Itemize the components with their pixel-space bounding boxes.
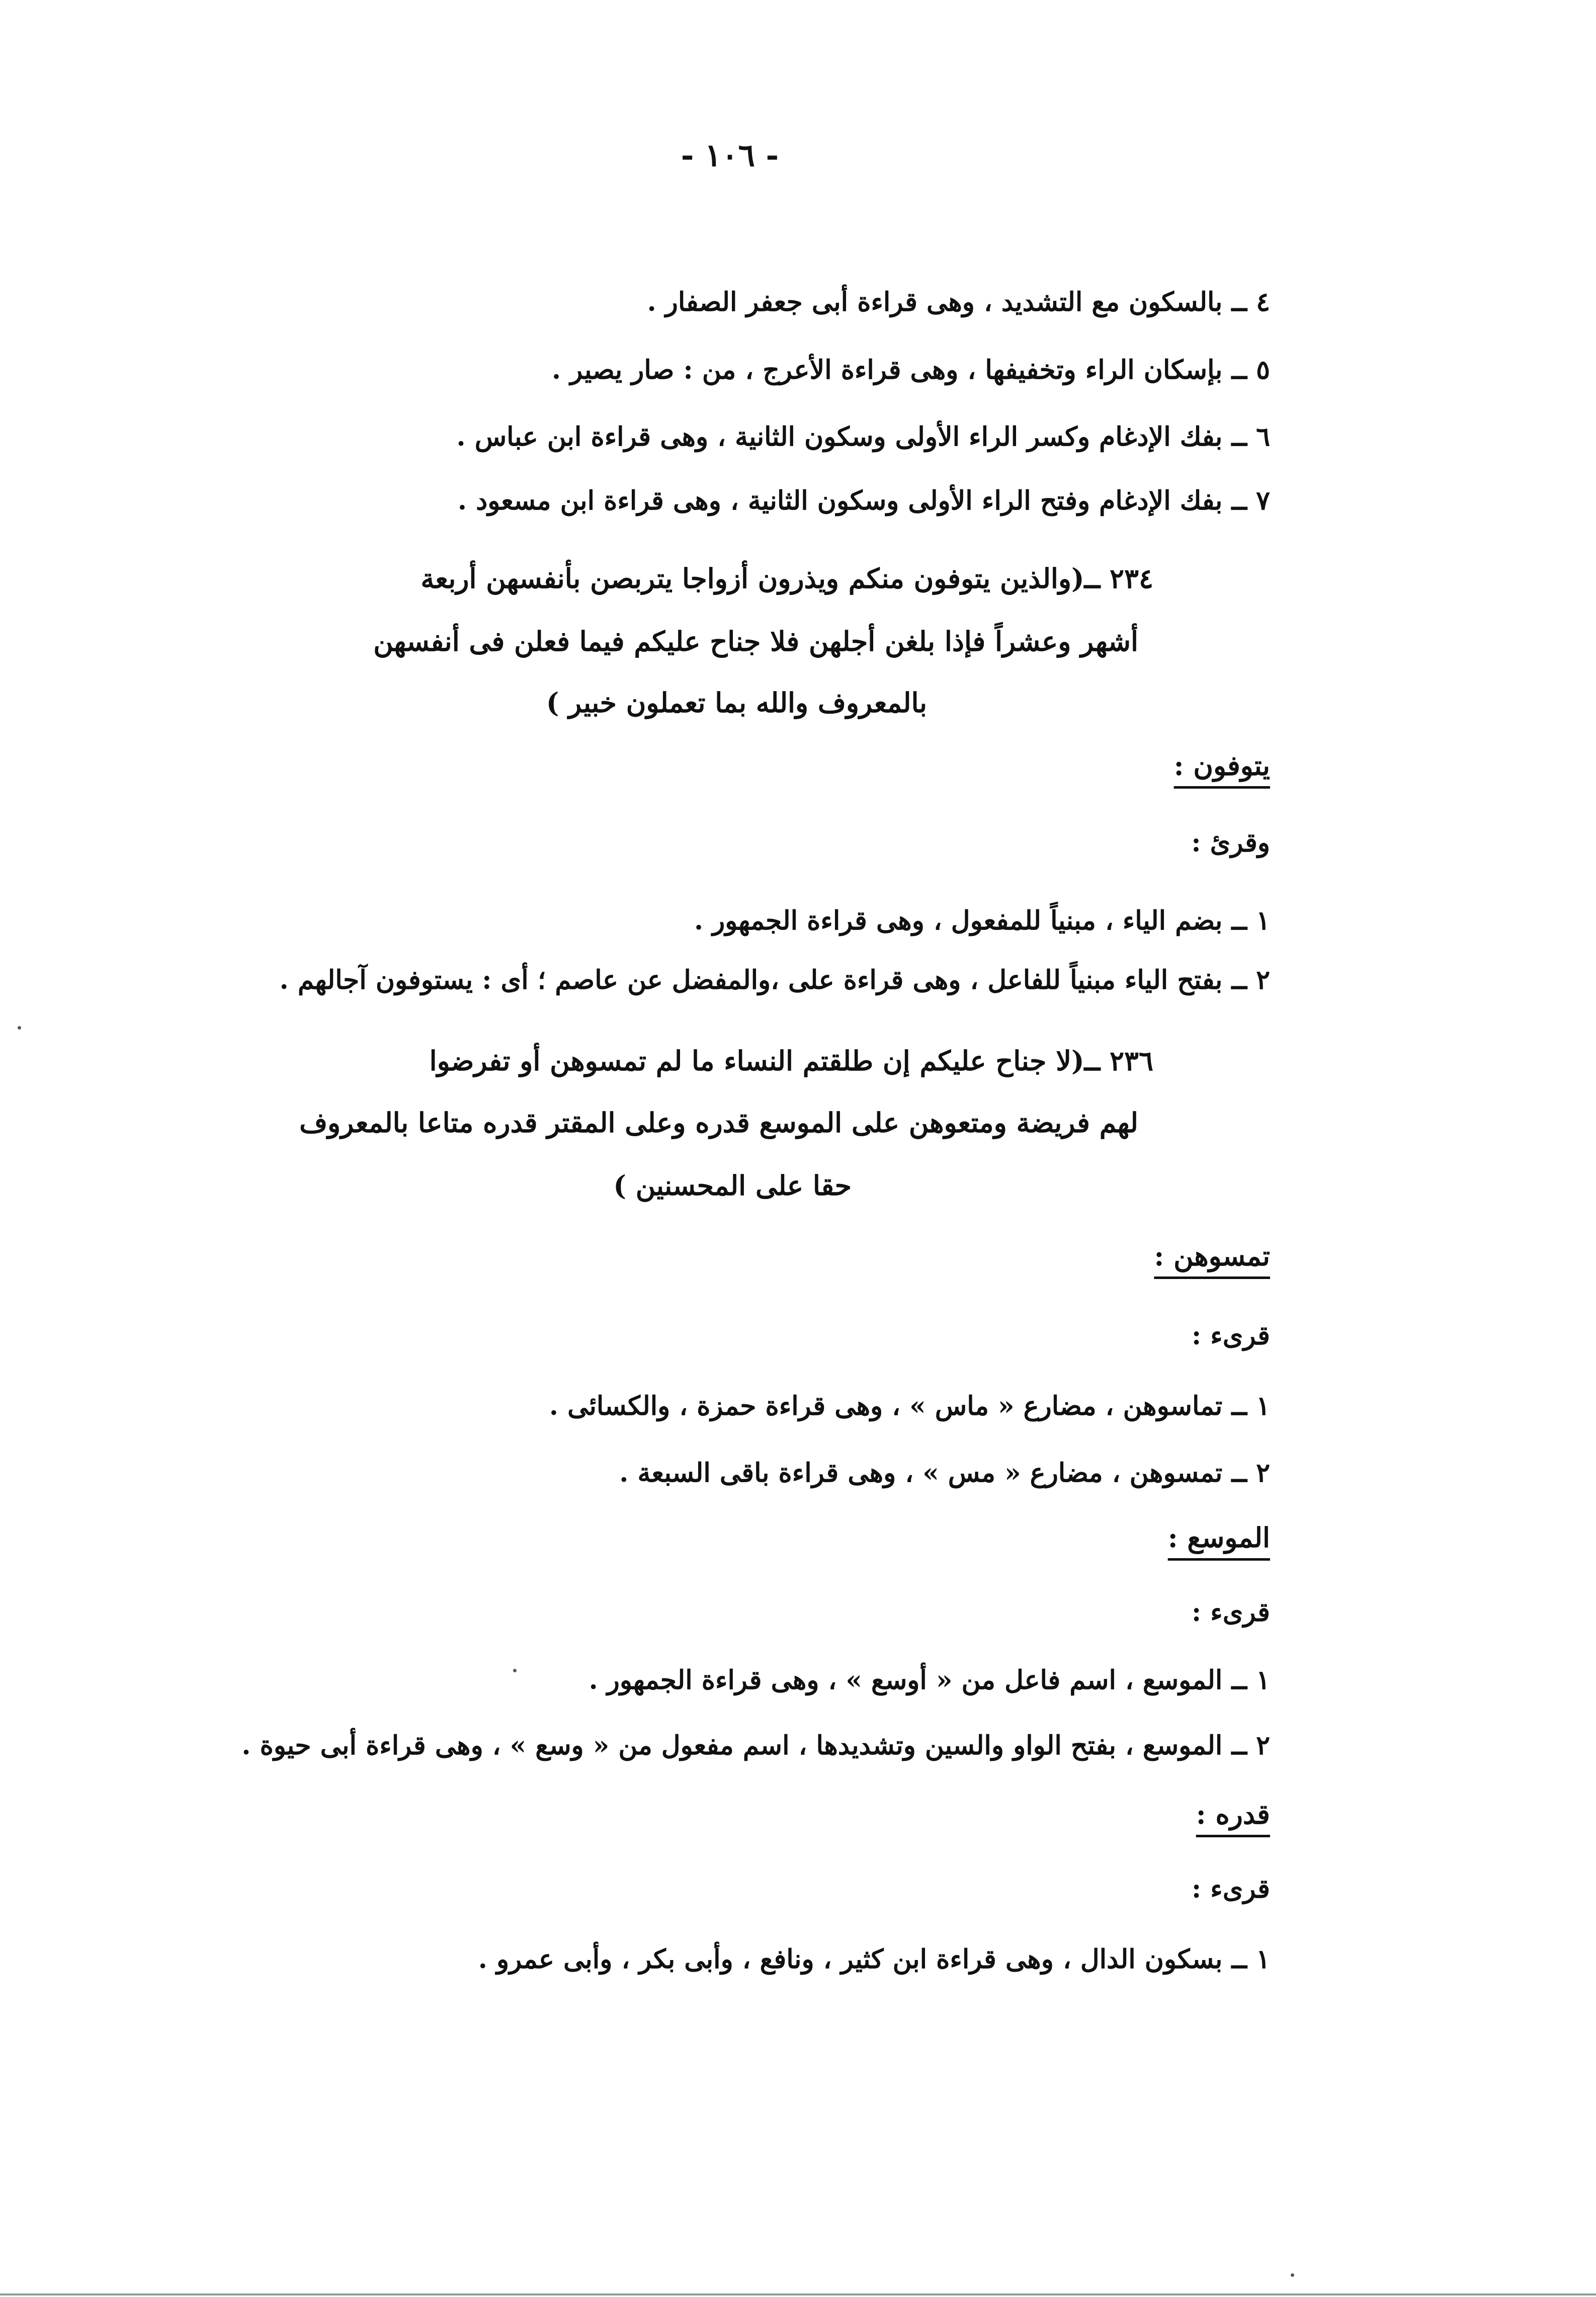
reading-almusi-1: ١ ــ الموسع ، اسم فاعل من « أوسع » ، وهى قراءة الجمهور .: [589, 1665, 1270, 1695]
reading-tamassuhunna-1: ١ ــ تماسوهن ، مضارع « ماس » ، وهى قراءة حمزة ، والكسائى .: [549, 1391, 1270, 1421]
verse-236-line-2: لهم فريضة ومتعوهن على الموسع قدره وعلى المقتر قدره متاعا بالمعروف: [299, 1107, 1138, 1139]
qara-label-almusi: قرىء :: [1192, 1597, 1270, 1628]
qara-label-qadaruhu: قرىء :: [1192, 1874, 1270, 1904]
reading-yutawaffawn-1: ١ ــ بضم الياء ، مبنياً للمفعول ، وهى قراءة الجمهور .: [694, 905, 1270, 936]
bottom-border: [0, 2293, 1596, 2295]
heading-yutawaffawn: يتوفون :: [1173, 749, 1270, 782]
heading-tamassuhunna: تمسوهن :: [1154, 1240, 1270, 1272]
reading-qadaruhu-1: ١ ــ بسكون الدال ، وهى قراءة ابن كثير ، ونافع ، وأبى بكر ، وأبى عمرو .: [478, 1944, 1270, 1975]
reading-line-6: ٦ ــ بفك الإدغام وكسر الراء الأولى وسكون الثانية ، وهى قراءة ابن عباس .: [456, 421, 1270, 452]
qara-label-tamassuhunna: قرىء :: [1192, 1320, 1270, 1351]
verse-234-line-3: بالمعروف والله بما تعملون خبير ): [546, 687, 927, 719]
heading-qadaruhu: قدره :: [1196, 1798, 1270, 1830]
qara-label-yutawaffawn: وقرئ :: [1191, 827, 1270, 858]
reading-line-7: ٧ ــ بفك الإدغام وفتح الراء الأولى وسكون الثانية ، وهى قراءة ابن مسعود .: [457, 485, 1270, 516]
scan-speck: [513, 1669, 517, 1672]
scan-speck: [18, 1026, 21, 1030]
reading-almusi-2: ٢ ــ الموسع ، بفتح الواو والسين وتشديدها ، اسم مفعول من « وسع » ، وهى قراءة أبى حيوة .: [241, 1730, 1270, 1761]
scan-speck: [1291, 2273, 1294, 2277]
reading-line-5: ٥ ــ بإسكان الراء وتخفيفها ، وهى قراءة الأعرج ، من : صار يصير .: [552, 355, 1270, 385]
heading-almusi: الموسع :: [1167, 1521, 1270, 1554]
verse-236-line-1: ٢٣٦ ــ(لا جناح عليكم إن طلقتم النساء ما لم تمسوهن أو تفرضوا: [429, 1045, 1153, 1077]
reading-yutawaffawn-2: ٢ ــ بفتح الياء مبنياً للفاعل ، وهى قراءة على ،والمفضل عن عاصم ؛ أى : يستوفون آجالهم .: [279, 965, 1270, 995]
verse-236-line-3: حقا على المحسنين ): [613, 1169, 852, 1202]
verse-234-line-1: ٢٣٤ ــ(والذين يتوفون منكم ويذرون أزواجا يتربصن بأنفسهن أربعة: [421, 562, 1153, 594]
reading-line-4: ٤ ــ بالسكون مع التشديد ، وهى قراءة أبى جعفر الصفار .: [647, 287, 1270, 317]
verse-234-line-2: أشهر وعشراً فإذا بلغن أجلهن فلا جناح عليكم فيما فعلن فى أنفسهن: [373, 625, 1138, 657]
page-number: - ١٠٦ -: [681, 137, 779, 174]
reading-tamassuhunna-2: ٢ ــ تمسوهن ، مضارع « مس » ، وهى قراءة باقى السبعة .: [619, 1458, 1270, 1488]
